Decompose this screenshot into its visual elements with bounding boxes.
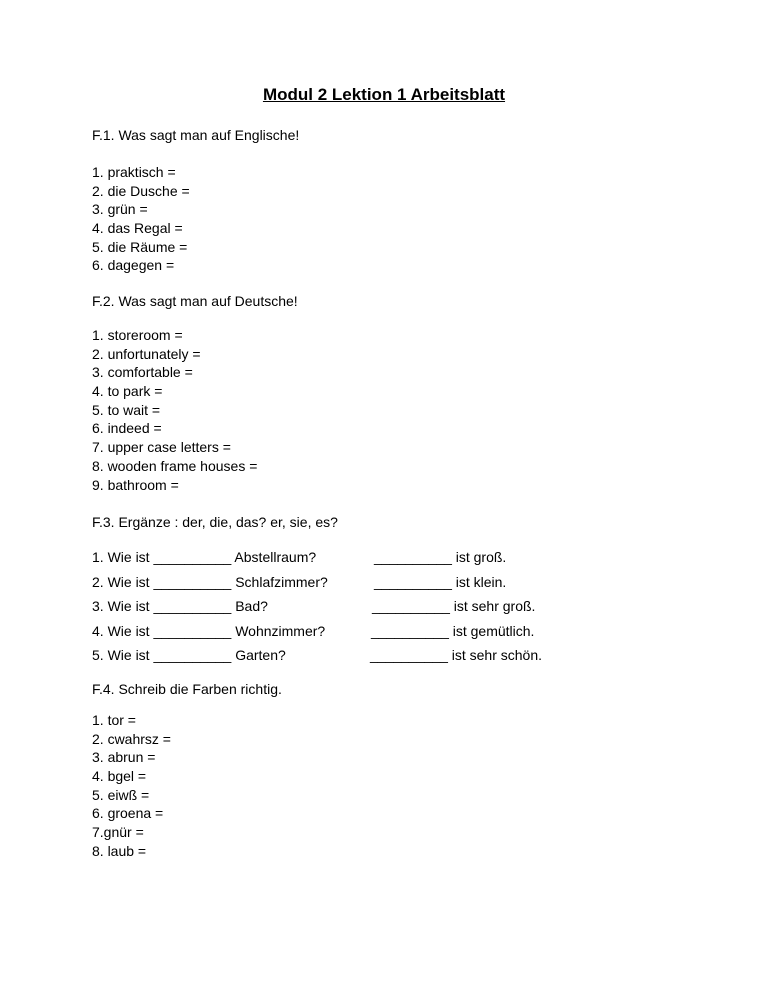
list-item: 6. dagegen = (92, 257, 175, 274)
list-item: 8. laub = (92, 842, 147, 859)
list-item: 6. groena = (92, 805, 164, 822)
section-f2-list (92, 326, 257, 494)
exercise-row (92, 548, 507, 573)
list-item: 3. comfortable = (92, 364, 193, 381)
section-f4-list (92, 711, 171, 861)
exercise-question: 1. Wie ist __________ Abstellraum? (92, 549, 317, 565)
list-item: 5. to wait = (92, 401, 161, 418)
exercise-row (92, 597, 536, 622)
list-item: 2. die Dusche = (92, 182, 190, 199)
list-item: 4. das Regal = (92, 220, 183, 237)
list-item: 8. wooden frame houses = (92, 457, 258, 474)
section-f4-heading: F.4. Schreib die Farben richtig. (92, 681, 282, 697)
list-item: 3. grün = (92, 201, 148, 218)
list-item: 9. bathroom = (92, 476, 179, 493)
exercise-answer: __________ ist gemütlich. (371, 622, 535, 639)
list-item: 7. upper case letters = (92, 439, 231, 456)
exercise-question: 5. Wie ist __________ Garten? (92, 647, 286, 664)
exercise-answer: __________ ist groß. (374, 549, 507, 565)
section-f3-heading: F.3. Ergänze : der, die, das? er, sie, es? (92, 514, 338, 530)
exercise-row (92, 573, 507, 598)
section-f1-heading: F.1. Was sagt man auf Englische! (92, 127, 300, 143)
list-item: 6. indeed = (92, 420, 162, 437)
exercise-row (92, 622, 535, 647)
list-item: 2. cwahrsz = (92, 730, 171, 747)
list-item: 1. storeroom = (92, 327, 183, 343)
exercise-question: 3. Wie ist __________ Bad? (92, 598, 268, 615)
list-item: 1. praktisch = (92, 164, 176, 180)
list-item: 2. unfortunately = (92, 345, 201, 362)
list-item: 4. bgel = (92, 768, 147, 785)
exercise-question: 2. Wie ist __________ Schlafzimmer? (92, 573, 328, 590)
exercise-question: 4. Wie ist __________ Wohnzimmer? (92, 622, 326, 639)
list-item: 1. tor = (92, 712, 136, 728)
worksheet-title: Modul 2 Lektion 1 Arbeitsblatt (262, 85, 506, 104)
list-item: 5. die Räume = (92, 238, 188, 255)
exercise-answer: __________ ist sehr groß. (372, 598, 536, 615)
section-f3-exercise (92, 548, 543, 671)
exercise-answer: __________ ist klein. (374, 573, 507, 590)
list-item: 7.gnür = (92, 824, 144, 841)
section-f2-heading: F.2. Was sagt man auf Deutsche! (92, 293, 298, 309)
list-item: 4. to park = (92, 383, 163, 400)
exercise-row (92, 646, 543, 671)
list-item: 5. eiwß = (92, 786, 150, 803)
list-item: 3. abrun = (92, 749, 156, 766)
exercise-answer: __________ ist sehr schön. (370, 647, 543, 664)
section-f1-list (92, 163, 190, 275)
